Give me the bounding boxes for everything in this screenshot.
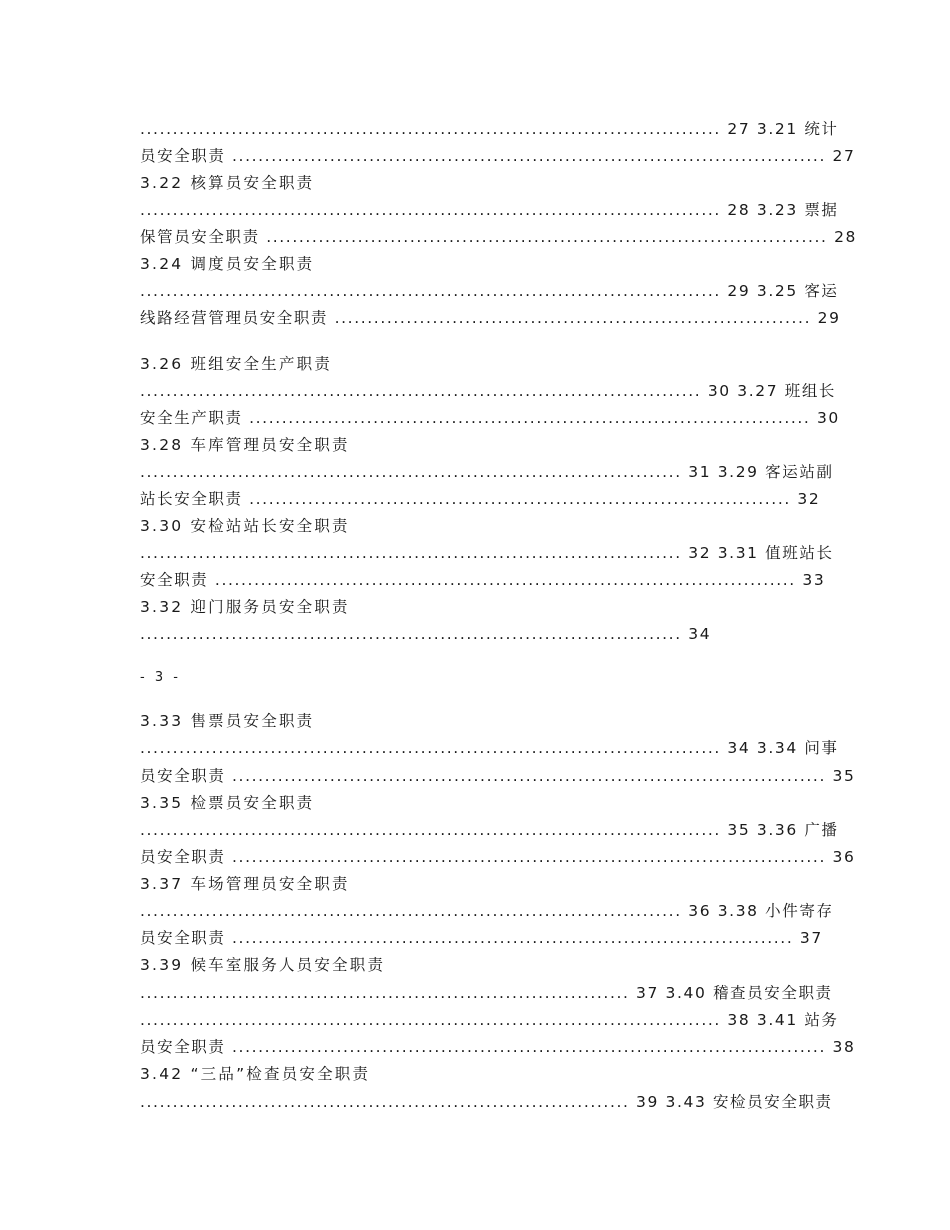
toc-line: ................................................................................... 36 3.38 小件寄存	[140, 902, 834, 920]
toc-line: 3.26 班组安全生产职责	[140, 355, 333, 373]
toc-line: ................................................................................... 32 3.31 值班站长	[140, 544, 834, 562]
toc-line: ......................................................................................... 28 3.23 票据	[140, 201, 839, 219]
toc-line: ......................................................................................... 29 3.25 客运	[140, 282, 839, 300]
toc-line: 线路经营管理员安全职责 ......................................................................... 29	[140, 309, 841, 327]
toc-line: 员安全职责 ........................................................................................... 38	[140, 1038, 856, 1056]
toc-line: ...................................................................................... 30 3.27 班组长	[140, 382, 837, 400]
toc-line: 3.28 车库管理员安全职责	[140, 436, 350, 454]
toc-line: ................................................................................... 31 3.29 客运站副	[140, 463, 834, 481]
page-number: - 3 -	[140, 670, 181, 685]
toc-line: 员安全职责 ........................................................................................... 35	[140, 767, 856, 785]
toc-line: ......................................................................................... 35 3.36 广播	[140, 821, 839, 839]
toc-line: ........................................................................... 39 3.43 安检员安全职责	[140, 1093, 833, 1111]
toc-line: 员安全职责 ........................................................................................... 36	[140, 848, 856, 866]
toc-line: 安全职责 ......................................................................................... 33	[140, 571, 826, 589]
toc-line: 3.24 调度员安全职责	[140, 255, 315, 273]
toc-line: 站长安全职责 ................................................................................... 32	[140, 490, 821, 508]
toc-line: 员安全职责 ........................................................................................... 27	[140, 147, 856, 165]
toc-line: 3.22 核算员安全职责	[140, 174, 315, 192]
toc-line: 安全生产职责 ...................................................................................... 30	[140, 409, 840, 427]
toc-line: 保管员安全职责 ...................................................................................... 28	[140, 228, 857, 246]
toc-line: ................................................................................... 34	[140, 625, 712, 643]
toc-line: ......................................................................................... 38 3.41 站务	[140, 1011, 839, 1029]
toc-line: 3.42 “三品”检查员安全职责	[140, 1065, 371, 1083]
toc-line: ......................................................................................... 27 3.21 统计	[140, 120, 839, 138]
toc-line: 3.39 候车室服务人员安全职责	[140, 956, 386, 974]
toc-line: 3.33 售票员安全职责	[140, 712, 315, 730]
toc-line: 3.37 车场管理员安全职责	[140, 875, 350, 893]
toc-line: 3.30 安检站站长安全职责	[140, 517, 350, 535]
toc-line: ......................................................................................... 34 3.34 问事	[140, 739, 839, 757]
toc-line: 3.35 检票员安全职责	[140, 794, 315, 812]
toc-line: 3.32 迎门服务员安全职责	[140, 598, 350, 616]
toc-line: 员安全职责 ...................................................................................... 37	[140, 929, 823, 947]
toc-line: ........................................................................... 37 3.40 稽查员安全职责	[140, 984, 833, 1002]
